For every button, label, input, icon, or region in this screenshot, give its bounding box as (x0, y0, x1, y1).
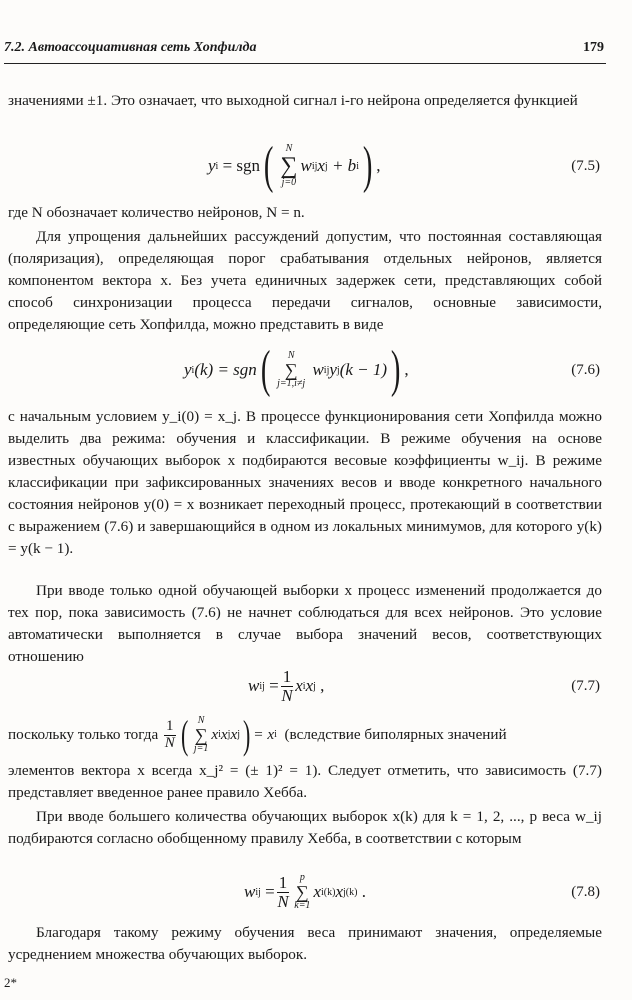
equation-7-5 (8, 134, 602, 198)
eq1-sum-top: N (285, 143, 293, 154)
paragraph-3-text: Для упрощения дальнейших рассуждений допустим, что постоянная составляющая (поляризация), определяющая порог срабатывания отдельных нейронов, является компонентом вектора x. Без учета единичных задержек сети, представляющих собой способ синхронизации процесса передачи сигналов, основные зависимости, определяющие сеть Хопфилда, можно представить в виде (8, 228, 602, 333)
eq3-lhs: w (248, 676, 260, 695)
eq1-sum-bot: j=0 (281, 177, 297, 188)
equation-7-8 (8, 860, 602, 924)
paragraph-6-start: поскольку только тогда (8, 726, 159, 743)
eq2-w-sub: ij (323, 364, 330, 376)
eq2-arg: (k) = sgn (194, 360, 257, 379)
eq3-denominator: N (281, 685, 293, 705)
inline-xj-sub: j (227, 729, 231, 740)
eq2-y: y (329, 360, 337, 379)
equation-7-6 (8, 338, 602, 402)
eq3-comma: , (320, 676, 325, 695)
eq2-sum-bot: j=1,i≠j (277, 378, 306, 389)
paragraph-6 (8, 760, 602, 804)
eq1-comma: , (376, 156, 381, 175)
eq1-b: + b (331, 156, 357, 175)
paragraph-5-text: При вводе только одной обучающей выборки x процесс изменений продолжается до тех пор, пока зависимость (7.6) не начнет соблюдаться для всех нейронов. Это условие автоматически выполняется в случае выбора значений весов, соответствующих отношению (8, 582, 602, 665)
eq4-numerator: 1 (278, 872, 288, 892)
eq4-denominator: N (277, 891, 289, 911)
eq2-w: w (312, 360, 324, 379)
inline-sum-bot: j=1 (193, 743, 209, 754)
eq3-xi: x (295, 676, 303, 695)
eq1-w: w (300, 156, 312, 175)
equation-number-7-8: (7.8) (571, 883, 600, 900)
running-header (4, 40, 604, 56)
paragraph-2-text: где N обозначает количество нейронов, N = n. (8, 204, 305, 221)
eq2-lhs-sub: i (191, 364, 195, 376)
equation-7-5-body (208, 134, 381, 198)
inline-equals-xi-sub: i (274, 729, 277, 740)
header-rule (4, 63, 606, 64)
eq3-numerator: 1 (282, 666, 292, 686)
eq2-y-sub: j (336, 364, 340, 376)
eq4-fraction (277, 874, 290, 911)
eq4-sum-bot: k=1 (294, 900, 311, 911)
page-number: 179 (583, 40, 604, 55)
eq4-equals: = (265, 882, 275, 901)
inline-denominator: N (164, 734, 175, 751)
eq4-lhs: w (244, 882, 256, 901)
inline-xi: x (211, 726, 219, 743)
eq1-b-sub: i (356, 160, 359, 172)
eq3-equals: = (269, 676, 279, 695)
eq4-period: . (361, 882, 366, 901)
sum-symbol: N ∑ j=0 (280, 143, 298, 188)
eq1-lhs: y (208, 156, 216, 175)
eq1-func: = sgn (222, 156, 261, 175)
eq1-x-sub: j (324, 160, 328, 172)
inline-xj2: x (230, 726, 238, 743)
eq1-w-sub: ij (311, 160, 318, 172)
paragraph-1-text: значениями ±1. Это означает, что выходной сигнал i-го нейрона определяется функцией (8, 92, 578, 109)
paragraph-1 (8, 90, 602, 112)
paragraph-7-text: При вводе большего количества обучающих выборок x(k) для k = 1, 2, ..., p веса w_ij подбираются согласно обобщенному правилу Хебба, в соответствии с которым (8, 808, 602, 847)
equation-7-8-body (244, 860, 366, 924)
eq2-comma: , (404, 360, 409, 379)
eq3-xj: x (305, 676, 314, 695)
inline-right-paren: ) (242, 712, 251, 757)
equation-number-7-7: (7.7) (571, 677, 600, 694)
eq4-xi: x (313, 882, 321, 901)
inline-sum: N ∑ j=1 (193, 715, 209, 754)
eq1-x: x (317, 156, 325, 175)
paragraph-6-text: элементов вектора x всегда x_j² = (± 1)² = 1). Следует отметить, что зависимость (7.7) представляет введенное ранее правило Хебба. (8, 762, 602, 801)
right-paren: ) (362, 137, 373, 194)
inline-numerator: 1 (166, 717, 174, 734)
eq4-xi-sup: (k) (323, 886, 336, 898)
equation-7-6-body (184, 338, 409, 402)
paragraph-6-line-1 (8, 712, 602, 758)
signature-mark: 2* (4, 975, 17, 990)
inline-fraction (164, 719, 176, 752)
paragraph-4-text: с начальным условием y_i(0) = x_j. В процессе функционирования сети Хопфилда можно выделить два режима: обучения и классификации. В режиме обучения на основе известных обучающих выборок x подбираются весовые коэффициенты w_ij. В режиме классификации при зафиксированных значениях весов и вводе конкретного начального состояния нейронов y(0) = x возникает переходный процесс, протекающий в соответствии с выражением (7.6) и завершающийся в одном из локальных минимумов, для которого y(k) = y(k − 1). (8, 408, 602, 557)
left-paren-2: ( (260, 341, 271, 398)
inline-xj2-sub: j (237, 729, 240, 740)
inline-sum-top: N (197, 715, 205, 726)
paragraph-7 (8, 806, 602, 850)
eq4-sum: p ∑ k=1 (294, 872, 311, 911)
eq4-sum-top: p (299, 872, 305, 883)
eq3-lhs-sub: ij (259, 680, 265, 692)
eq2-y-arg: (k − 1) (339, 360, 388, 379)
paragraph-3 (8, 226, 602, 336)
paragraph-8 (8, 922, 602, 966)
paragraph-6-continued: (вследствие биполярных значений (284, 726, 507, 743)
left-paren: ( (263, 137, 274, 194)
paragraph-8-text: Благодаря такому режиму обучения веса принимают значения, определяемые усреднением множества обучающих выборок. (8, 924, 602, 963)
eq4-xj: x (335, 882, 343, 901)
eq2-lhs: y (184, 360, 192, 379)
eq4-xj-sub: j (342, 886, 346, 898)
equation-7-7-body (248, 654, 324, 718)
paragraph-2 (8, 202, 602, 224)
eq4-xi-sub: i (320, 886, 324, 898)
eq4-lhs-sub: ij (255, 886, 261, 898)
chapter-title: 7.2. Автоассоциативная сеть Хопфилда (4, 40, 257, 55)
sum-symbol-2: N ∑ j=1,i≠j (277, 350, 306, 389)
equation-7-7 (8, 654, 602, 718)
paragraph-4 (8, 406, 602, 560)
inline-equals-xi: = x (253, 726, 275, 743)
inline-xi-sub: i (218, 729, 221, 740)
equation-number-7-6: (7.6) (571, 361, 600, 378)
eq4-xj-sup: (k) (345, 886, 358, 898)
equation-number-7-5: (7.5) (571, 157, 600, 174)
eq3-xi-sub: i (302, 680, 306, 692)
eq2-sum-top: N (287, 350, 295, 361)
right-paren-2: ) (390, 341, 401, 398)
inline-left-paren: ( (180, 712, 188, 757)
eq1-lhs-sub: i (215, 160, 219, 172)
fraction-1-over-n (281, 668, 294, 705)
eq3-xj-sub: j (313, 680, 316, 692)
inline-xj: x (220, 726, 228, 743)
